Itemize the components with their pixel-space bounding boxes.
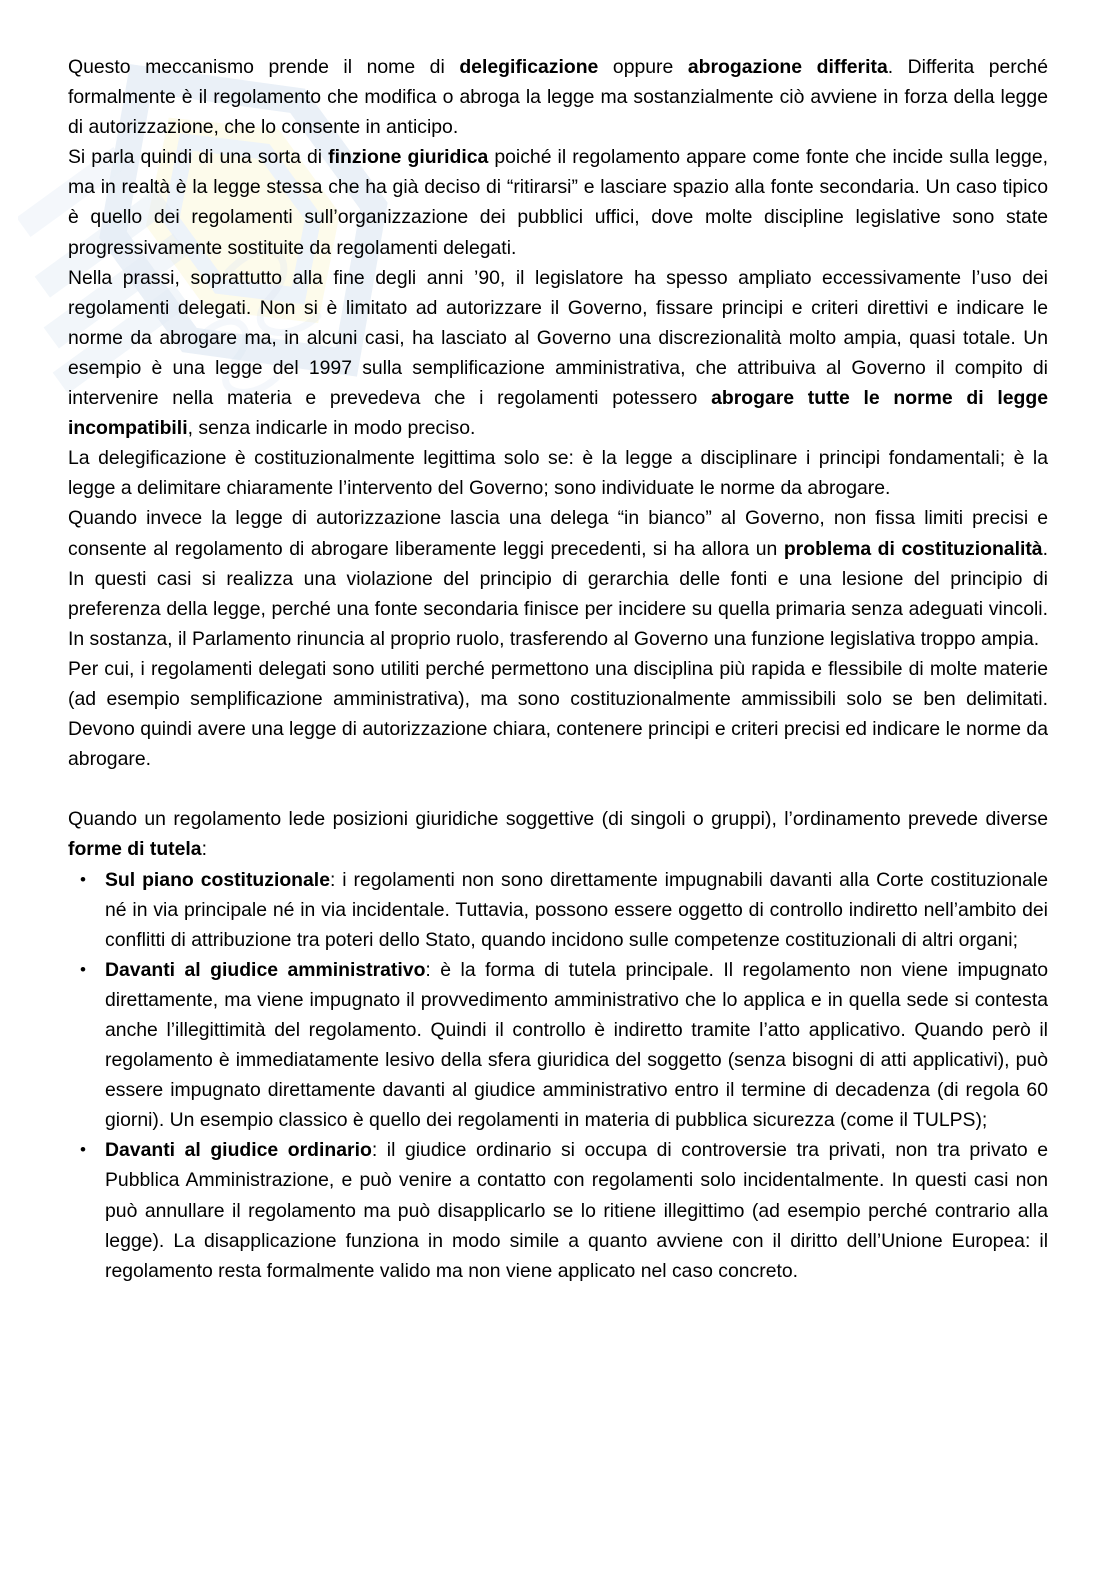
run: . Differita perché formalmente è il regolamento che modifica o abroga la legge ma sostanzialmente ciò avviene in forza della legge di autorizzazione, che lo consente in anticipo. xyxy=(68,56,1048,139)
run-bold: abrogazione differita xyxy=(687,56,888,78)
bullet-icon: • xyxy=(80,869,86,889)
run: oppure xyxy=(598,56,688,78)
list-item-text xyxy=(105,1135,1048,1285)
run: : i regolamenti non sono direttamente impugnabili davanti alla Corte costituzionale né in via principale né in via incidentale. Tuttavia, possono essere oggetto di controllo indiretto nell’ambito dei conflitti di attribuzione tra poteri dello Stato, quando incidono sulle competenze costituzionali di altri organi; xyxy=(105,868,1048,951)
run: . In questi casi si realizza una violazione del principio di gerarchia delle fonti e una lesione del principio di preferenza della legge, perché una fonte secondaria finisce per incidere su quella primaria senza adeguati vincoli. In sostanza, il Parlamento rinuncia al proprio ruolo, trasferendo al Governo una funzione legislativa troppo ampia. xyxy=(68,537,1048,650)
run-bold: delegificazione xyxy=(459,56,599,78)
list-item xyxy=(68,955,1048,1136)
run-bold: problema di costituzionalità xyxy=(783,537,1043,560)
run: , senza indicarle in modo preciso. xyxy=(187,417,476,440)
document-body xyxy=(68,52,1048,1286)
run: : xyxy=(201,838,207,861)
run: : il giudice ordinario si occupa di controversie tra privati, non tra privato e Pubblica Amministrazione, e può venire a contatto con regolamenti solo incidentalmente. In questi casi non può annullare il regolamento ma può disapplicarlo se lo ritiene illegittimo (ad esempio perché contrario alla legge). La disapplicazione funziona in modo simile a quanto avviene con il diritto dell’Unione Europea: il regolamento resta formalmente valido ma non viene applicato nel caso concreto. xyxy=(105,1139,1048,1282)
list-item-text xyxy=(105,865,1048,955)
paragraph-7 xyxy=(68,804,1048,864)
run: Nella prassi, soprattutto alla fine degli anni ’90, il legislatore ha spesso ampliato eccessivamente l’uso dei regolamenti delegati. Non si è limitato ad autorizzare il Governo, fissare principi e criteri direttivi e indicare le norme da abrogare ma, in alcuni casi, ha lasciato al Governo una discrezionalità molto ampia, quasi totale. Un esempio è una legge del 1997 sulla semplificazione amministrativa, che attribuiva al Governo il compito di intervenire nella materia e prevedeva che i regolamenti potessero xyxy=(68,266,1048,410)
run: Questo meccanismo prende il nome di xyxy=(68,56,460,78)
run: Quando invece la legge di autorizzazione lascia una delega “in bianco” al Governo, non fissa limiti precisi e consente al regolamento di abrogare liberamente leggi precedenti, si ha allora un xyxy=(68,507,1048,560)
bullet-icon: • xyxy=(80,959,86,979)
run-bold: Sul piano costituzionale xyxy=(105,868,330,891)
run-bold: finzione giuridica xyxy=(328,146,489,169)
run: Si parla quindi di una sorta di xyxy=(68,146,329,169)
list-item xyxy=(68,1135,1048,1285)
run: : è la forma di tutela principale. Il regolamento non viene impugnato direttamente, ma viene impugnato il provvedimento amministrativo che lo applica e in quella sede si contesta anche l’illegittimità del regolamento. Quindi il controllo è indiretto tramite l’atto applicativo. Quando però il regolamento è immediatamente lesivo della sfera giuridica del soggetto (senza bisogni di atti applicativi), può essere impugnato direttamente davanti al giudice amministrativo entro il termine di decadenza (di regola 60 giorni). Un esempio classico è quello dei regolamenti in materia di pubblica sicurezza (come il TULPS); xyxy=(105,958,1048,1132)
paragraph-6 xyxy=(68,654,1048,774)
paragraph-1 xyxy=(68,52,1048,142)
run: poiché il regolamento appare come fonte che incide sulla legge, ma in realtà è la legge stessa che ha già deciso di “ritirarsi” e lasciare spazio alla fonte secondaria. Un caso tipico è quello dei regolamenti sull’organizzazione dei pubblici uffici, dove molte discipline legislative sono state progressivamente sostituite da regolamenti delegati. xyxy=(68,146,1048,259)
paragraph-gap xyxy=(68,774,1048,804)
run: La delegificazione è costituzionalmente legittima solo se: è la legge a disciplinare i principi fondamentali; è la legge a delimitare chiaramente l’intervento del Governo; sono individuate le norme da abrogare. xyxy=(68,447,1048,500)
run-bold: Davanti al giudice ordinario xyxy=(105,1139,372,1162)
paragraph-5 xyxy=(68,503,1048,653)
run-bold: Davanti al giudice amministrativo xyxy=(105,958,426,981)
run-bold: abrogare tutte le norme di legge incompatibili xyxy=(68,387,1048,440)
forme-di-tutela-list xyxy=(68,865,1048,1286)
paragraph-4 xyxy=(68,443,1048,503)
list-item xyxy=(68,865,1048,955)
run-bold: forme di tutela xyxy=(68,838,202,861)
run: Quando un regolamento lede posizioni giuridiche soggettive (di singoli o gruppi), l’ordinamento prevede diverse xyxy=(68,808,1048,831)
bullet-icon: • xyxy=(80,1140,86,1160)
list-item-text xyxy=(105,955,1048,1136)
paragraph-3 xyxy=(68,263,1048,444)
run: Per cui, i regolamenti delegati sono utiliti perché permettono una disciplina più rapida e flessibile di molte materie (ad esempio semplificazione amministrativa), ma sono costituzionalmente ammissibili solo se ben delimitati. Devono quindi avere una legge di autorizzazione chiara, contenere principi e criteri precisi ed indicare le norme da abrogare. xyxy=(68,657,1048,771)
paragraph-2 xyxy=(68,142,1048,262)
